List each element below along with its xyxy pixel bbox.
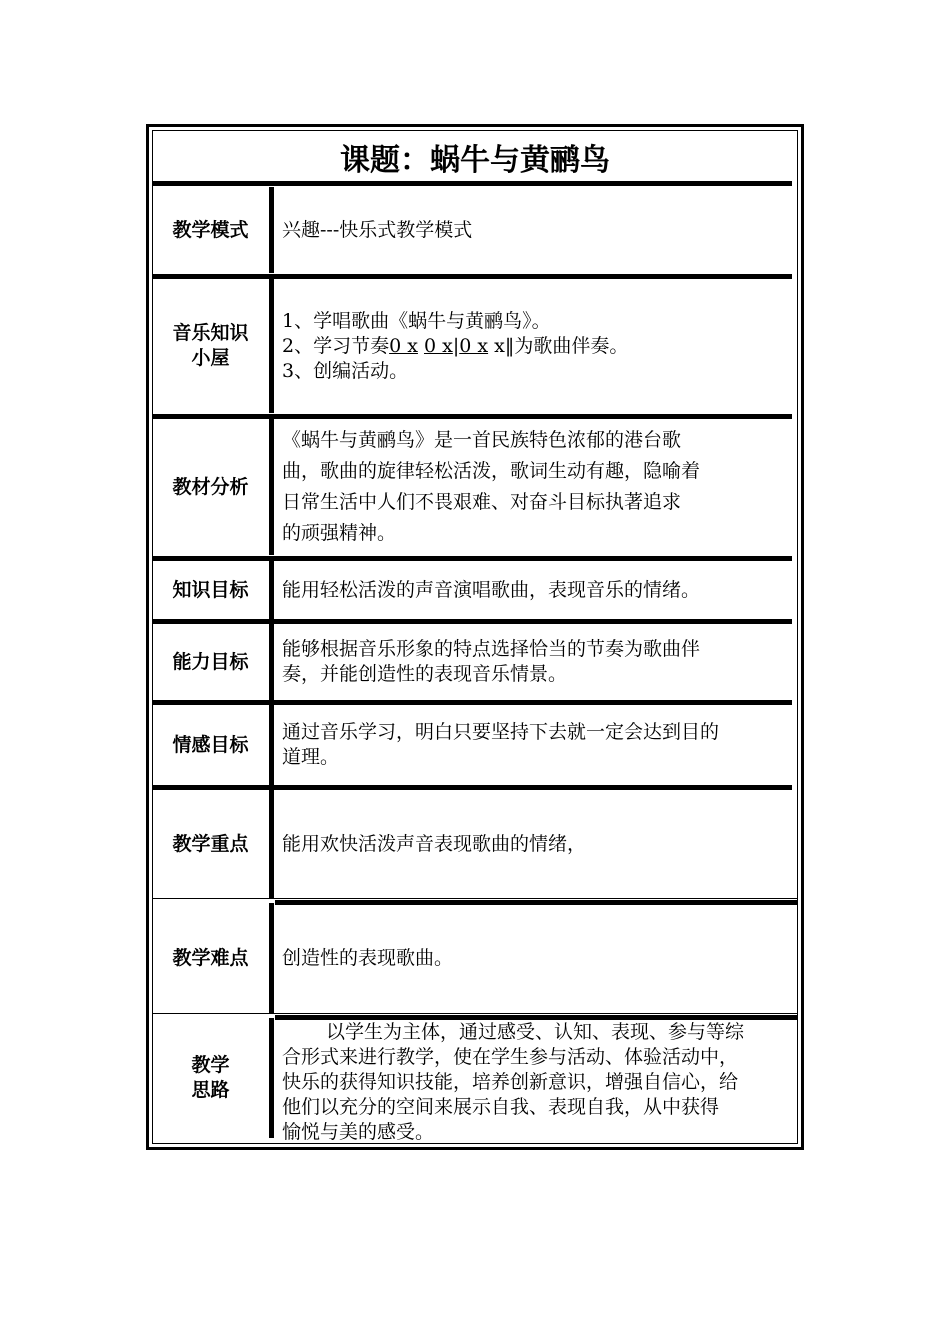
row-knowledge-goal: [152, 561, 798, 619]
row-content: [282, 279, 792, 413]
row-label-line: 思路: [191, 1079, 230, 1101]
content-line: 1、学唱歌曲《蜗牛与黄鹂鸟》。: [282, 309, 551, 332]
row-content: [282, 903, 792, 1013]
row-label: 教学模式: [172, 218, 249, 241]
rhythm-notation: 0 x: [389, 334, 418, 357]
row-material-analysis: [152, 419, 798, 555]
page-title: 课题：蜗牛与黄鹂鸟: [340, 143, 610, 178]
row-teaching-mode: [152, 187, 798, 273]
row-label: [152, 279, 269, 413]
divider: [269, 1018, 274, 1138]
row-music-knowledge: [152, 279, 798, 413]
row-content: [282, 1018, 794, 1143]
divider: [269, 624, 274, 700]
bar-line: |: [452, 334, 460, 357]
row-label: [152, 1018, 269, 1138]
divider: [269, 279, 274, 413]
content-line: 兴趣---快乐式教学模式: [282, 218, 473, 241]
content-line: 合形式来进行教学，使在学生参与活动、体验活动中，: [282, 1046, 739, 1068]
content-line: 的顽强精神。: [282, 522, 397, 544]
content-line: 曲，歌曲的旋律轻松活泼，歌词生动有趣，隐喻着: [282, 460, 701, 482]
rhythm-notation: 0 x: [423, 334, 453, 357]
content-line: 以学生为主体，通过感受、认知、表现、参与等综: [326, 1021, 745, 1043]
content-line: [282, 334, 792, 359]
row-label: 教学重点: [172, 832, 249, 855]
row-label: 知识目标: [172, 578, 249, 601]
content-line: 愉悦与美的感受。: [282, 1121, 435, 1143]
content-line: 《蜗牛与黄鹂鸟》是一首民族特色浓郁的港台歌: [282, 429, 682, 451]
content-line: 快乐的获得知识技能，培养创新意识，增强自信心，给: [282, 1071, 739, 1093]
divider: [269, 790, 274, 898]
divider: [269, 903, 274, 1013]
content-line: 通过音乐学习，明白只要坚持下去就一定会达到目的: [282, 721, 720, 743]
divider: [152, 898, 798, 899]
divider: [269, 419, 274, 555]
row-teaching-difficulty: [152, 903, 798, 1013]
content-line: 他们以充分的空间来展示自我、表现自我，从中获得: [282, 1096, 720, 1118]
divider: [269, 187, 274, 273]
row-label-line: 音乐知识: [172, 322, 249, 344]
row-teaching-approach: [152, 1018, 798, 1143]
content-line: 日常生活中人们不畏艰难、对奋斗目标执著追求: [282, 491, 682, 513]
divider: [152, 1013, 798, 1014]
row-label: 情感目标: [172, 733, 249, 756]
content-line: 能够根据音乐形象的特点选择恰当的节奏为歌曲伴: [282, 638, 701, 660]
row-label-line: 教学: [191, 1054, 230, 1076]
content-line: 3、创编活动。: [282, 359, 409, 382]
row-content: [282, 624, 792, 700]
content-line: 创造性的表现歌曲。: [282, 946, 454, 969]
row-content: [282, 790, 792, 898]
row-label: 能力目标: [172, 650, 249, 673]
content-text: ‖为歌曲伴奏。: [504, 334, 629, 357]
row-content: [282, 419, 792, 555]
row-content: [282, 187, 792, 273]
row-content: [282, 561, 792, 619]
row-emotion-goal: [152, 705, 798, 785]
divider: [152, 181, 792, 186]
divider: [269, 705, 274, 785]
content-line: 奏，并能创造性的表现音乐情景。: [282, 663, 568, 685]
content-line: 能用欢快活泼声音表现歌曲的情绪，: [282, 832, 587, 855]
row-content: [282, 705, 792, 785]
row-label: 教材分析: [172, 475, 249, 498]
rhythm-notation: x: [488, 334, 505, 357]
content-line: 道理。: [282, 746, 340, 768]
row-label: 教学难点: [172, 946, 249, 969]
row-label-line: 小屋: [191, 347, 230, 369]
divider: [269, 561, 274, 619]
row-teaching-focus: [152, 790, 798, 898]
content-text: 2、学习节奏: [282, 334, 390, 357]
row-ability-goal: [152, 624, 798, 700]
rhythm-notation: 0 x: [459, 334, 489, 357]
content-line: 能用轻松活泼的声音演唱歌曲，表现音乐的情绪。: [282, 578, 701, 601]
